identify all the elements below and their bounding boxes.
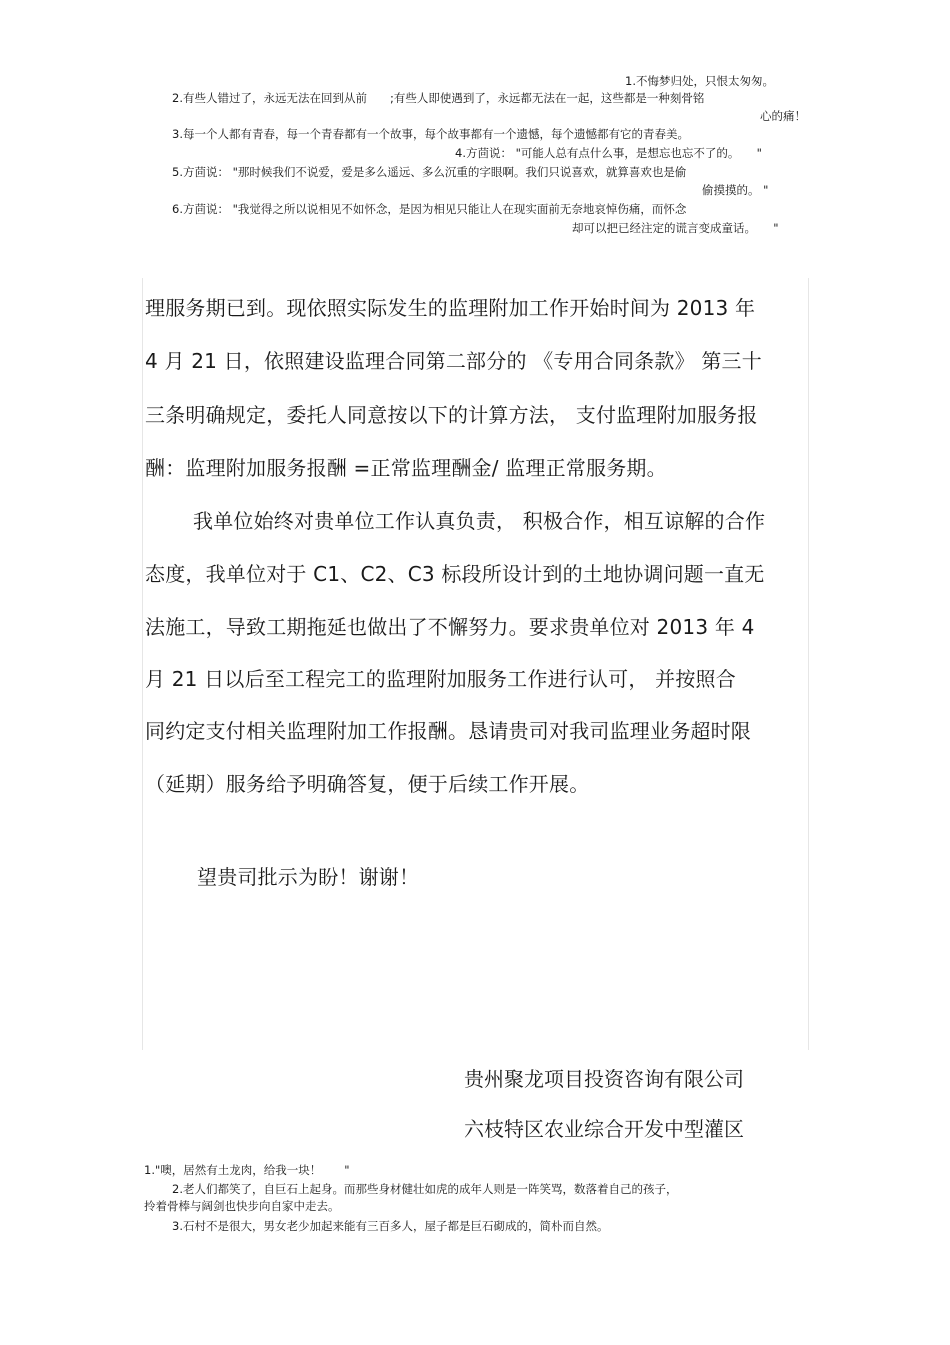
signature-project: 六枝特区农业综合开发中型灌区 (464, 1117, 744, 1141)
header-note-6: 6.方茴说： "我觉得之所以说相见不如怀念，是因为相见只能让人在现实面前无奈地哀悼伤痛，而怀念 (172, 202, 687, 216)
footer-note-2: 2.老人们都笑了，自巨石上起身。而那些身材健壮如虎的成年人则是一阵笑骂，数落着自己的孩子， (172, 1182, 678, 1196)
header-note-5: 5.方茴说： "那时候我们不说爱，爱是多么遥远、多么沉重的字眼啊。我们只说喜欢，就算喜欢也是偷 (172, 165, 687, 179)
body-line-6: 态度，我单位对于 C1、C2、C3 标段所设计到的土地协调问题一直无 (145, 562, 765, 586)
closing-line: 望贵司批示为盼！谢谢！ (197, 865, 420, 889)
letter-body-frame (142, 278, 809, 1050)
body-line-8: 月 21 日以后至工程完工的监理附加服务工作进行认可， 并按照合 (145, 667, 736, 691)
body-line-1: 理服务期已到。现依照实际发生的监理附加工作开始时间为 2013 年 (145, 296, 756, 320)
header-note-3: 3.每一个人都有青春，每一个青春都有一个故事，每个故事都有一个遗憾，每个遗憾都有它的青春美。 (172, 127, 689, 141)
header-note-4: 4.方茴说： "可能人总有点什么事，是想忘也忘不了的。 " (455, 146, 762, 160)
body-line-2: 4 月 21 日，依照建设监理合同第二部分的 《专用合同条款》 第三十 (145, 349, 762, 373)
body-line-10: （延期）服务给予明确答复，便于后续工作开展。 (145, 772, 590, 796)
footer-note-1: 1."噢，居然有土龙肉，给我一块！ " (144, 1163, 350, 1177)
footer-note-3: 3.石村不是很大，男女老少加起来能有三百多人，屋子都是巨石砌成的，简朴而自然。 (172, 1219, 609, 1233)
body-line-7: 法施工，导致工期拖延也做出了不懈努力。要求贵单位对 2013 年 4 (145, 615, 755, 639)
header-note-6-cont: 却可以把已经注定的谎言变成童话。 " (572, 221, 779, 235)
signature-company: 贵州聚龙项目投资咨询有限公司 (464, 1067, 744, 1091)
header-note-2: 2.有些人错过了，永远无法在回到从前 ;有些人即使遇到了，永远都无法在一起，这些都是一种刻骨铭 (172, 91, 705, 105)
header-note-5-cont: 偷摸摸的。 " (702, 183, 769, 197)
footer-note-2-cont: 拎着骨棒与阔剑也快步向自家中走去。 (144, 1199, 340, 1213)
body-line-9: 同约定支付相关监理附加工作报酬。恳请贵司对我司监理业务超时限 (145, 719, 751, 743)
header-note-1: 1.不悔梦归处，只恨太匆匆。 (625, 74, 774, 88)
body-line-5: 我单位始终对贵单位工作认真负责， 积极合作，相互谅解的合作 (193, 509, 766, 533)
body-line-4: 酬：监理附加服务报酬 =正常监理酬金/ 监理正常服务期。 (145, 456, 667, 480)
header-note-2-cont: 心的痛！ (760, 109, 806, 123)
body-line-3: 三条明确规定，委托人同意按以下的计算方法， 支付监理附加服务报 (145, 403, 758, 427)
